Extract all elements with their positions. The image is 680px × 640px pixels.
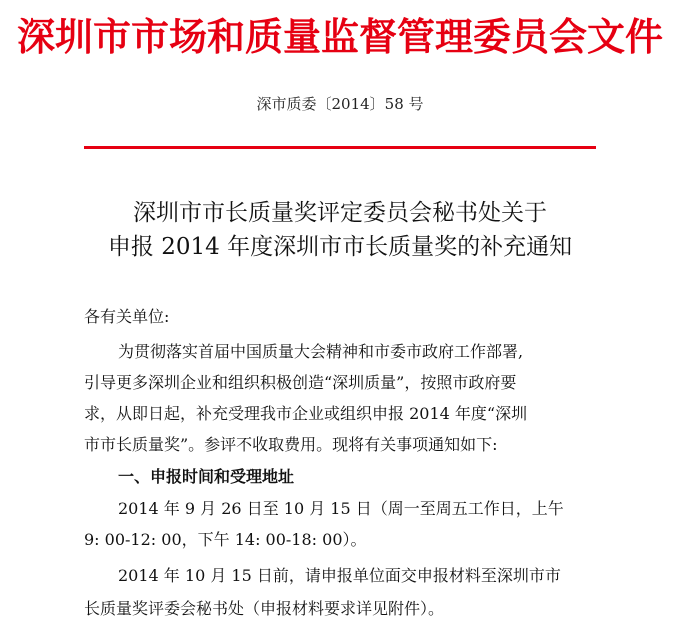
paragraph-line: 市市长质量奖”。参评不收取费用。现将有关事项通知如下: xyxy=(84,435,498,454)
notice-title-line-1: 深圳市市长质量奖评定委员会秘书处关于 xyxy=(133,200,547,226)
paragraph-line: 2014 年 10 月 15 日前，请申报单位面交申报材料至深圳市市 xyxy=(118,566,561,585)
document-number: 深市质委〔2014〕58 号 xyxy=(256,95,424,113)
paragraph-line: 长质量奖评委会秘书处（申报材料要求详见附件）。 xyxy=(84,599,445,618)
paragraph-line: 引导更多深圳企业和组织积极创造“深圳质量”，按照市政府要 xyxy=(84,373,517,392)
paragraph-line: 2014 年 9 月 26 日至 10 月 15 日（周一至周五工作日，上午 xyxy=(118,499,564,518)
section-heading: 一、申报时间和受理地址 xyxy=(118,467,295,486)
paragraph-line: 为贯彻落实首届中国质量大会精神和市委市政府工作部署, xyxy=(118,342,524,361)
red-separator-line xyxy=(84,146,596,149)
issuing-organization-title: 深圳市市场和质量监督管理委员会文件 xyxy=(16,14,663,59)
salutation: 各有关单位: xyxy=(84,307,170,326)
notice-title-line-2: 申报 2014 年度深圳市市长质量奖的补充通知 xyxy=(107,234,573,260)
paragraph-line: 求，从即日起，补充受理我市企业或组织申报 2014 年度“深圳 xyxy=(84,404,528,423)
paragraph-line: 9: 00-12: 00，下午 14: 00-18: 00）。 xyxy=(84,530,367,549)
